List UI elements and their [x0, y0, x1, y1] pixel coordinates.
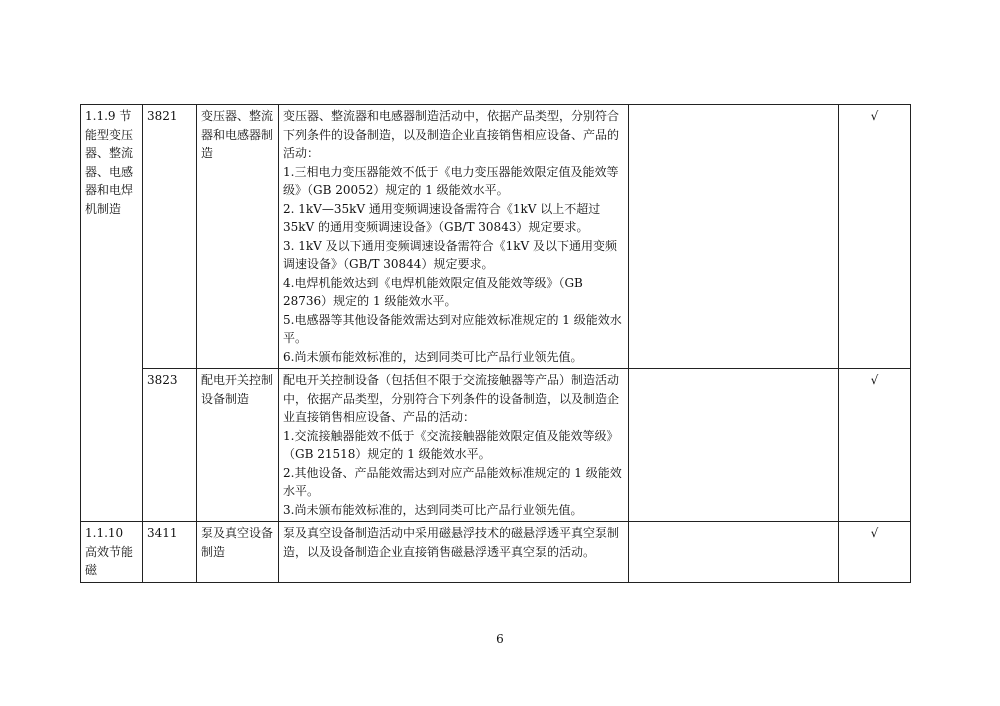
- note-cell: [629, 522, 839, 583]
- description-cell: [279, 522, 629, 583]
- page-number: 6: [496, 632, 504, 646]
- description-line: 2.其他设备、产品能效需达到对应产品能效标准规定的 1 级能效水平。: [283, 465, 622, 498]
- description-line: 4.电焊机能效达到《电焊机能效限定值及能效等级》（GB 28736）规定的 1 级能效水平。: [283, 275, 583, 308]
- description-line: 3. 1kV 及以下通用变频调速设备需符合《1kV 及以下通用变频调速设备》（GB/T 30844）规定要求。: [283, 238, 618, 271]
- checkmark-cell: √: [839, 522, 911, 583]
- description-line: 变压器、整流器和电感器制造活动中，依据产品类型，分别符合下列条件的设备制造，以及制造企业直接销售相应设备、产品的活动：: [283, 109, 620, 160]
- description-line: 6.尚未颁布能效标准的，达到同类可比产品行业领先值。: [283, 349, 583, 364]
- code-cell: 3823: [143, 369, 197, 522]
- standards-table: [80, 104, 911, 583]
- category-cell: 1.1.10 高效节能磁: [81, 522, 143, 583]
- checkmark-cell: √: [839, 369, 911, 522]
- note-cell: [629, 105, 839, 369]
- table-row: [81, 369, 911, 522]
- description-line: 配电开关控制设备（包括但不限于交流接触器等产品）制造活动中，依据产品类型，分别符合下列条件的设备制造，以及制造企业直接销售相应设备、产品的活动：: [283, 373, 620, 424]
- description-line: 1.交流接触器能效不低于《交流接触器能效限定值及能效等级》（GB 21518）规定的 1 级能效水平。: [283, 428, 619, 461]
- code-cell: 3411: [143, 522, 197, 583]
- industry-cell: 泵及真空设备制造: [197, 522, 279, 583]
- description-line: 2. 1kV—35kV 通用变频调速设备需符合《1kV 以上不超过 35kV 的通用变频调速设备》（GB/T 30843）规定要求。: [283, 201, 601, 234]
- table-row: [81, 105, 911, 369]
- table-row: [81, 522, 911, 583]
- checkmark-cell: √: [839, 105, 911, 369]
- description-line: 1.三相电力变压器能效不低于《电力变压器能效限定值及能效等级》（GB 20052）规定的 1 级能效水平。: [283, 164, 619, 197]
- description-cell: [279, 369, 629, 522]
- industry-cell: 变压器、整流器和电感器制造: [197, 105, 279, 369]
- category-cell: 1.1.9 节能型变压器、整流器、电感器和电焊机制造: [81, 105, 143, 522]
- note-cell: [629, 369, 839, 522]
- code-cell: 3821: [143, 105, 197, 369]
- description-cell: [279, 105, 629, 369]
- industry-cell: 配电开关控制设备制造: [197, 369, 279, 522]
- description-line: 5.电感器等其他设备能效需达到对应能效标准规定的 1 级能效水平。: [283, 312, 622, 345]
- description-line: 3.尚未颁布能效标准的，达到同类可比产品行业领先值。: [283, 502, 583, 517]
- description-line: 泵及真空设备制造活动中采用磁悬浮技术的磁悬浮透平真空泵制造，以及设备制造企业直接销售磁悬浮透平真空泵的活动。: [283, 526, 620, 559]
